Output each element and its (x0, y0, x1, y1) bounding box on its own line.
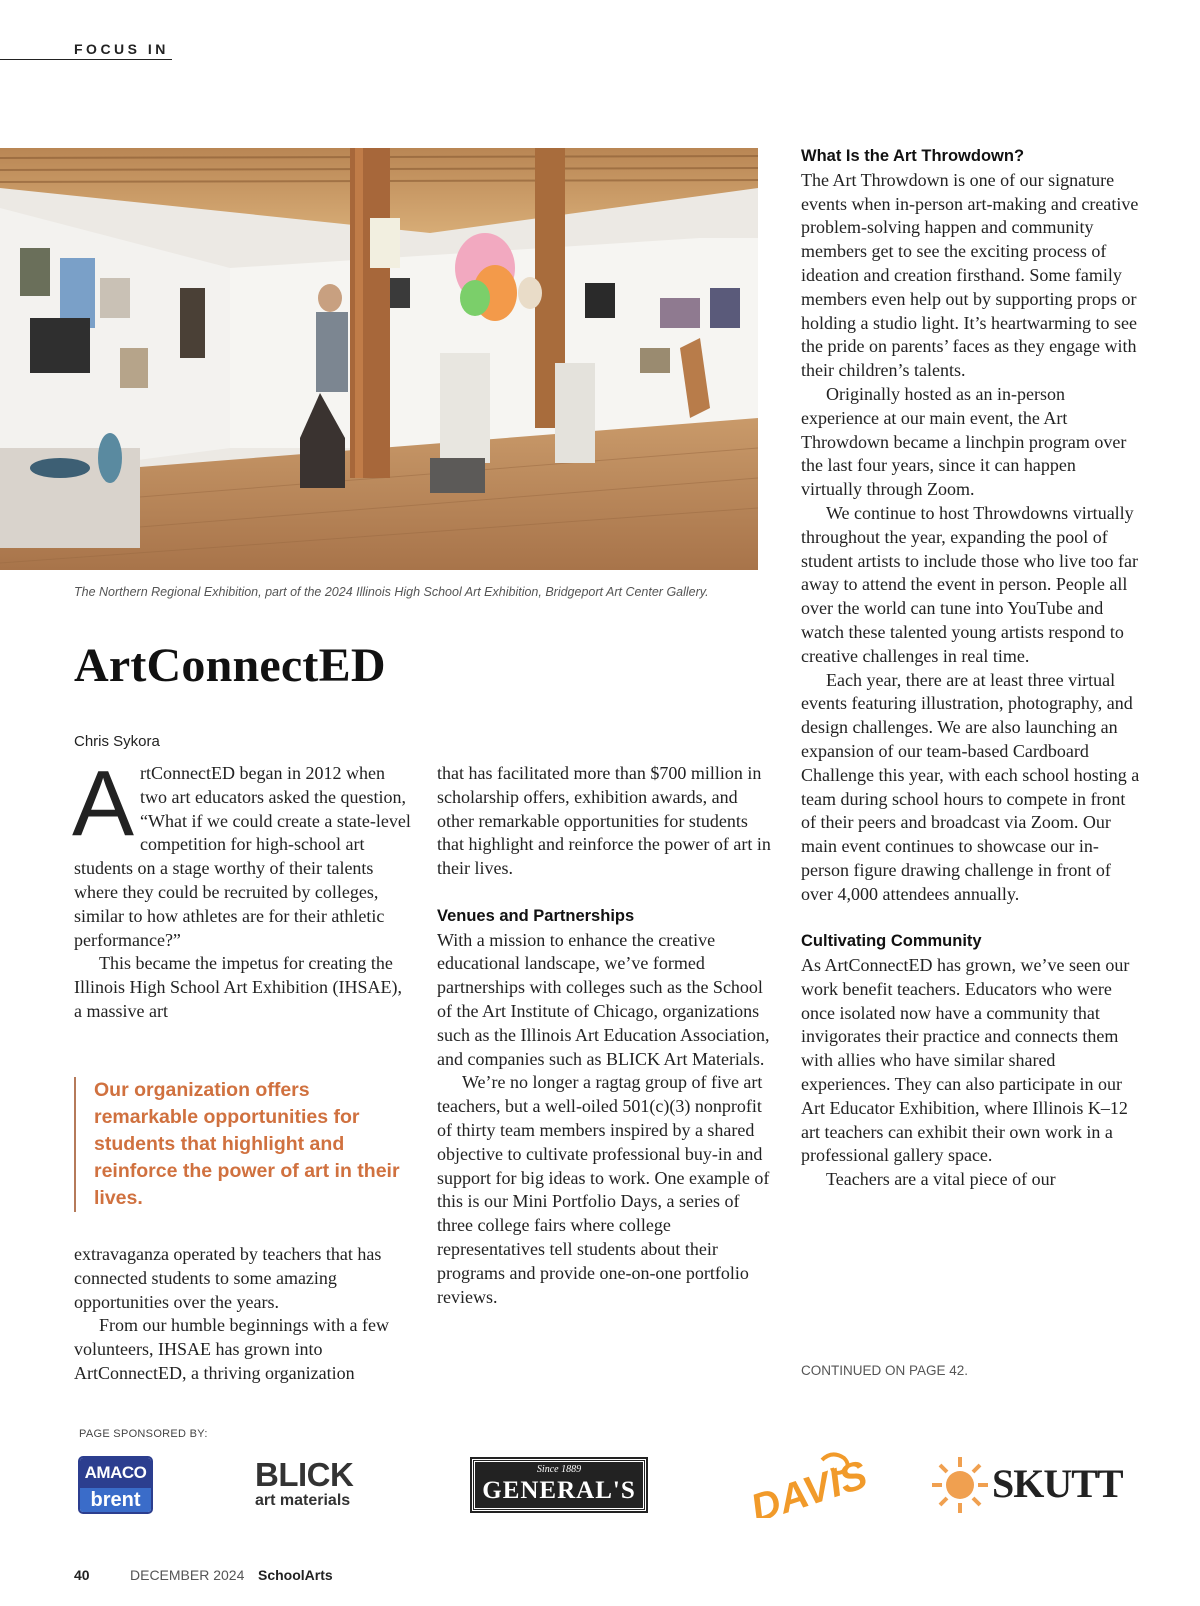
paragraph: Teachers are a vital piece of our (826, 1169, 1056, 1190)
generals-logo-text: GENERAL'S (482, 1477, 636, 1504)
paragraph: The Art Throwdown is one of our signature events when in-person art-making and creative problem-solving happen and community members get to see the exciting process of ideation and creation firsthand. Some family members even help out by supporting props or holding a studio light. It’s heartwarming to see the pride on parents’ faces as they engage with their children’s talents. (801, 169, 1139, 381)
section-rule (0, 59, 172, 60)
paragraph: that has facilitated more than $700 million in scholarship offers, exhibition awards, and other remarkable opportunities for students that highlight and reinforce the power of art in their lives. (437, 763, 771, 879)
drop-cap: A (72, 751, 135, 855)
article-title: ArtConnectED (74, 639, 386, 692)
magazine-name: SchoolArts (258, 1567, 333, 1583)
amaco-logo-text: AMACO (80, 1458, 151, 1488)
column-1-top (72, 751, 414, 1024)
blick-logo-text: BLICK (255, 1456, 354, 1493)
blick-logo-subtext: art materials (255, 1492, 351, 1509)
paragraph: We continue to host Throwdowns virtually throughout the year, expanding the pool of student artists to include those who live too far away to attend the event in person. People all over the world can tune into YouTube and watch these talented young artists respond to creative challenges in real time. (801, 502, 1138, 666)
skutt-logo (932, 1455, 1132, 1515)
skutt-logo-text: SKUTT (992, 1461, 1123, 1506)
paragraph: This became the impetus for creating the Illinois High School Art Exhibition (IHSAE), a massive art (74, 953, 402, 1021)
column-2 (437, 762, 777, 1309)
svg-text:DAVIS: DAVIS (745, 1452, 870, 1518)
amaco-brent-logo (78, 1456, 153, 1514)
paragraph: Each year, there are at least three virtual events featuring illustration, photography, and design challenges. We are also launching an expansion of our team-based Cardboard Challenge this year, with each school hosting a team during school hours to compete in front of their peers and broadcast via Zoom. Our main event continues to showcase our in-person figure drawing challenge in front of over 4,000 attendees annually. (801, 669, 1140, 904)
paragraph-intro (72, 751, 414, 952)
pull-quote: Our organization offers remarkable opportunities for students that highlight and reinforce the power of art in their lives. (74, 1077, 414, 1212)
page-number: 40 (74, 1567, 90, 1583)
column-3 (801, 145, 1141, 1192)
sun-icon (932, 1455, 988, 1515)
blick-logo (255, 1458, 353, 1510)
gallery-photo (0, 148, 758, 570)
generals-logo (472, 1459, 646, 1511)
paragraph: As ArtConnectED has grown, we’ve seen our work benefit teachers. Educators who were once isolated now have a community that invigorates their practice and connects them with allies who have similar shared experiences. They can also participate in our Art Educator Exhibition, where Illinois K–12 art teachers can exhibit their own work in a professional gallery space. (801, 955, 1130, 1166)
subhead-throwdown: What Is the Art Throwdown? (801, 147, 1025, 165)
paragraph: We’re no longer a ragtag group of five art teachers, but a well-oiled 501(c)(3) nonprofit of thirty team members inspired by a shared objective to cultivate professional buy-in and support for big ideas to work. One example of this is our Mini Portfolio Days, a series of three college fairs where college representatives tell students about their programs and provide one-on-one portfolio reviews. (437, 1072, 770, 1307)
paragraph: Originally hosted as an in-person experience at our main event, the Art Throwdown became a linchpin program over the last four years, since it can happen virtually through Zoom. (801, 383, 1127, 500)
continued-note: CONTINUED ON PAGE 42. (801, 1363, 969, 1378)
section-label: FOCUS IN (74, 41, 169, 57)
subhead-venues: Venues and Partnerships (437, 906, 635, 925)
generals-since-text: Since 1889 (536, 1464, 582, 1475)
paragraph: extravaganza operated by teachers that has connected students to some amazing opportunities over the years. (74, 1244, 382, 1312)
column-1-bottom (74, 1243, 414, 1386)
photo-caption: The Northern Regional Exhibition, part of the 2024 Illinois High School Art Exhibition, Bridgeport Art Center Gallery. (74, 585, 709, 599)
brent-logo-text: brent (80, 1488, 151, 1512)
davis-logo (740, 1448, 870, 1518)
paragraph-intro-text: rtConnectED began in 2012 when two art educators asked the question, “What if we could create a state-level competition for high-school art students on a stage worthy of their talents where they could be recruited by colleges, similar to how athletes are for their athletic performance?” (74, 763, 411, 950)
author-byline: Chris Sykora (74, 733, 160, 750)
paragraph: With a mission to enhance the creative educational landscape, we’ve formed partnerships with colleges such as the School of the Art Institute of Chicago, organizations such as the Illinois Art Education Association, and companies such as BLICK Art Materials. (437, 929, 770, 1069)
issue-date: DECEMBER 2024 (130, 1567, 245, 1583)
sponsor-label: PAGE SPONSORED BY: (79, 1428, 208, 1440)
subhead-community: Cultivating Community (801, 932, 982, 951)
paragraph: From our humble beginnings with a few volunteers, IHSAE has grown into ArtConnectED, a thriving organization (74, 1315, 389, 1383)
